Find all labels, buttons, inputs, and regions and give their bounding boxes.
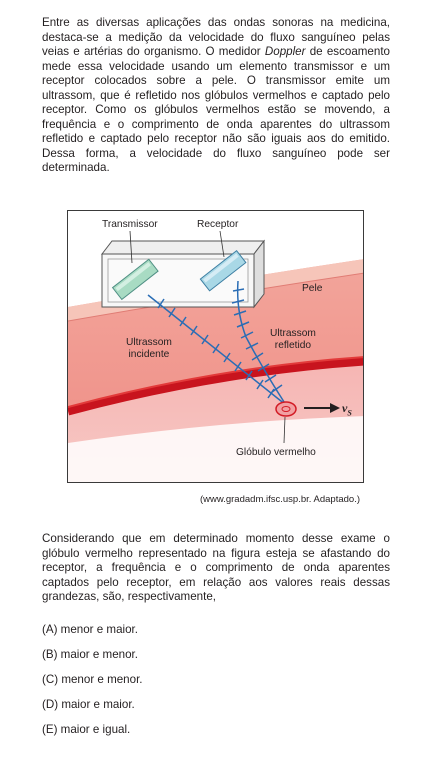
option-b[interactable]: (B) maior e menor.	[42, 648, 138, 661]
transmissor-label: Transmissor	[102, 219, 158, 230]
intro-text-end: de escoamento mede essa velocidade usando um elemento transmissor e um receptor colocados sobre a pele. O transmissor emite um ultrassom, que é refletido nos glóbulos vermelhos e captado pelo receptor. Como os glóbulos vermelhos estão se movendo, a frequência e o comprimento de onda aparentes do ultrassom refletido e captado pelo receptor não são iguais aos do emitido. Dessa forma, a velocidade do fluxo sanguíneo pode ser determinada.	[42, 45, 391, 174]
velocity-symbol	[342, 401, 352, 417]
question-text: Considerando que em determinado momento desse exame o glóbulo vermelho representado na figura esteja se afastando do receptor, a frequência e o comprimento de onda aparentes captados pelo receptor, em relação aos valores reais dessas grandezas, são, respectivamente,	[42, 532, 390, 603]
option-d[interactable]: (D) maior e maior.	[42, 698, 135, 711]
ultrassom-incidente-line2: incidente	[128, 348, 170, 360]
figure-source: (www.gradadm.ifsc.usp.br. Adaptado.)	[200, 494, 360, 505]
intro-text-start: Entre as diversas aplicações das ondas sonoras na medicina, destaca-se a medição da velocidade do fluxo sanguíneo pelas veias e artérias do organismo. O medidor	[42, 16, 390, 58]
option-c[interactable]: (C) menor e menor.	[42, 673, 143, 686]
velocity-symbol-v: v	[342, 401, 348, 415]
ultrassom-incidente-label	[126, 337, 172, 360]
ultrassom-incidente-line1: Ultrassom	[126, 337, 172, 348]
ultrassom-refletido-label	[270, 328, 316, 351]
option-e[interactable]: (E) maior e igual.	[42, 723, 131, 736]
doppler-illustration	[68, 211, 364, 483]
ultrassom-refletido-line2: refletido	[274, 339, 312, 351]
doppler-term: Doppler	[264, 45, 306, 58]
probe-housing	[102, 241, 264, 307]
globulo-label: Glóbulo vermelho	[236, 447, 316, 458]
receptor-label: Receptor	[197, 219, 239, 230]
velocity-subscript: S	[347, 408, 352, 418]
doppler-figure	[67, 210, 364, 483]
option-a[interactable]: (A) menor e maior.	[42, 623, 138, 636]
ultrassom-refletido-line1: Ultrassom	[270, 328, 316, 339]
red-blood-cell	[276, 402, 296, 416]
pele-label: Pele	[302, 283, 323, 294]
intro-paragraph	[42, 16, 390, 176]
